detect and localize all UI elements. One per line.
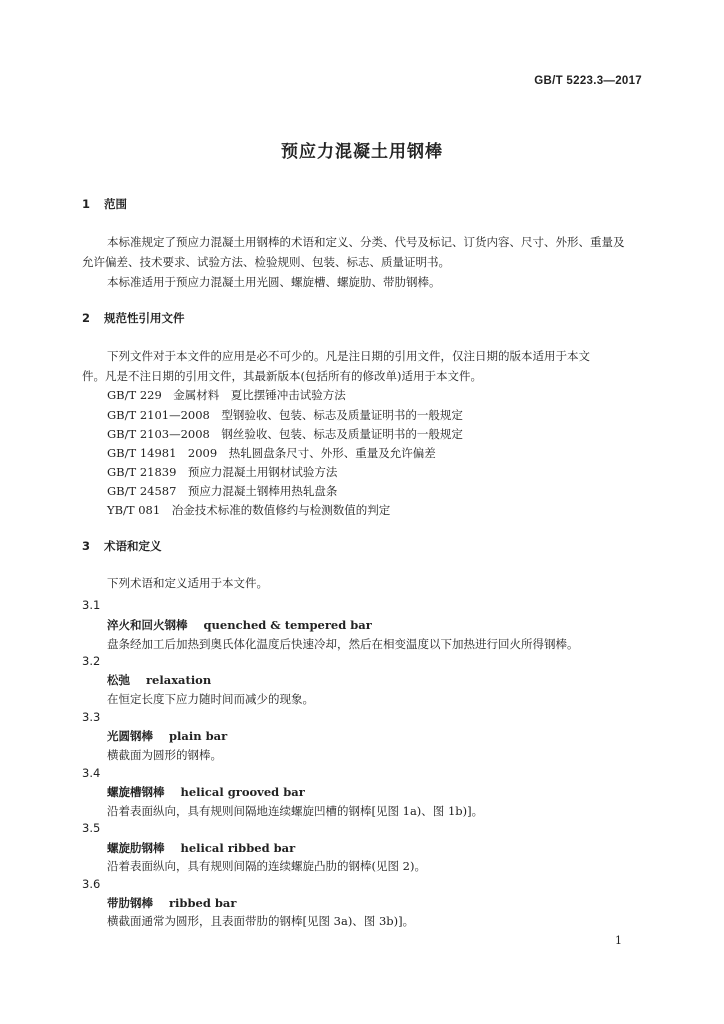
reference-title: 热轧圆盘条尺寸、外形、重量及允许偏差 [228,446,436,460]
term-number: 3.5 [82,821,101,835]
reference-code: GB/T 229 [107,388,162,402]
reference-code: GB/T 2103—2008 [107,427,210,441]
scope-paragraph-line-2: 允许偏差、技术要求、试验方法、检验规则、包装、标志、质量证明书。 [82,255,450,269]
section-1-heading [82,196,127,212]
section-number: 3 [82,539,91,553]
section-title: 范围 [104,197,127,211]
reference-item [107,443,436,463]
term-en: plain bar [169,729,228,743]
section-title: 规范性引用文件 [104,311,185,325]
term-zh: 螺旋肋钢棒 [107,841,165,855]
term-number: 3.2 [82,654,101,668]
term-definition: 盘条经加工后加热到奥氏体化温度后快速冷却，然后在相变温度以下加热进行回火所得钢棒。 [107,637,579,651]
scope-paragraph-2: 本标准适用于预应力混凝土用光圆、螺旋槽、螺旋肋、带肋钢棒。 [107,275,441,289]
term-en: quenched & tempered bar [203,618,372,632]
reference-code: GB/T 24587 [107,484,177,498]
term-entry [107,672,211,688]
term-en: helical grooved bar [180,785,305,799]
reference-title: 金属材料 夏比摆锤冲击试验方法 [173,388,346,402]
reference-code: GB/T 2101—2008 [107,408,210,422]
term-entry [107,840,295,856]
term-entry [107,895,236,911]
references-intro-line-2: 件。凡是不注日期的引用文件，其最新版本(包括所有的修改单)适用于本文件。 [82,369,482,383]
reference-code: GB/T 14981 2009 [107,446,218,460]
term-number: 3.4 [82,766,101,780]
term-zh: 光圆钢棒 [107,729,153,743]
section-number: 2 [82,311,91,325]
term-zh: 带肋钢棒 [107,896,153,910]
term-en: helical ribbed bar [180,841,296,855]
references-intro-line-1: 下列文件对于本文件的应用是必不可少的。凡是注日期的引用文件，仅注日期的版本适用于本文 [107,349,590,363]
term-entry [107,784,305,800]
terms-intro: 下列术语和定义适用于本文件。 [107,576,268,590]
term-zh: 松弛 [107,673,130,687]
reference-item [107,424,463,444]
reference-code: YB/T 081 [107,503,161,517]
reference-title: 型钢验收、包装、标志及质量证明书的一般规定 [221,408,463,422]
term-definition: 在恒定长度下应力随时间而减少的现象。 [107,692,314,706]
standard-code: GB/T 5223.3—2017 [534,75,642,87]
reference-item [107,481,337,501]
term-zh: 螺旋槽钢棒 [107,785,165,799]
reference-item [107,500,390,520]
reference-title: 冶金技术标准的数值修约与检测数值的判定 [171,503,391,517]
term-number: 3.1 [82,598,101,612]
term-en: relaxation [146,673,212,687]
term-number: 3.3 [82,710,101,724]
document-title: 预应力混凝土用钢棒 [281,142,443,162]
term-definition: 横截面通常为圆形，且表面带肋的钢棒[见图 3a)、图 3b)]。 [107,914,415,928]
term-entry [107,728,227,744]
scope-paragraph-line-1: 本标准规定了预应力混凝土用钢棒的术语和定义、分类、代号及标记、订货内容、尺寸、外形、重量及 [107,235,625,249]
reference-title: 钢丝验收、包装、标志及质量证明书的一般规定 [221,427,463,441]
term-definition: 横截面为圆形的钢棒。 [107,748,222,762]
reference-item [107,405,463,425]
term-definition: 沿着表面纵向，具有规则间隔地连续螺旋凹槽的钢棒[见图 1a)、图 1b)]。 [107,804,484,818]
reference-title: 预应力混凝土用钢材试验方法 [187,465,338,479]
reference-item [107,462,337,482]
section-number: 1 [82,197,91,211]
term-zh: 淬火和回火钢棒 [107,618,188,632]
reference-title: 预应力混凝土钢棒用热轧盘条 [187,484,338,498]
section-title: 术语和定义 [104,539,162,553]
term-entry [107,617,372,633]
term-en: ribbed bar [169,896,237,910]
reference-item [107,385,346,405]
reference-code: GB/T 21839 [107,465,177,479]
section-2-heading [82,310,185,326]
section-3-heading [82,538,162,554]
page-number: 1 [615,934,622,947]
term-number: 3.6 [82,877,101,891]
term-definition: 沿着表面纵向，具有规则间隔的连续螺旋凸肋的钢棒(见图 2)。 [107,859,426,873]
